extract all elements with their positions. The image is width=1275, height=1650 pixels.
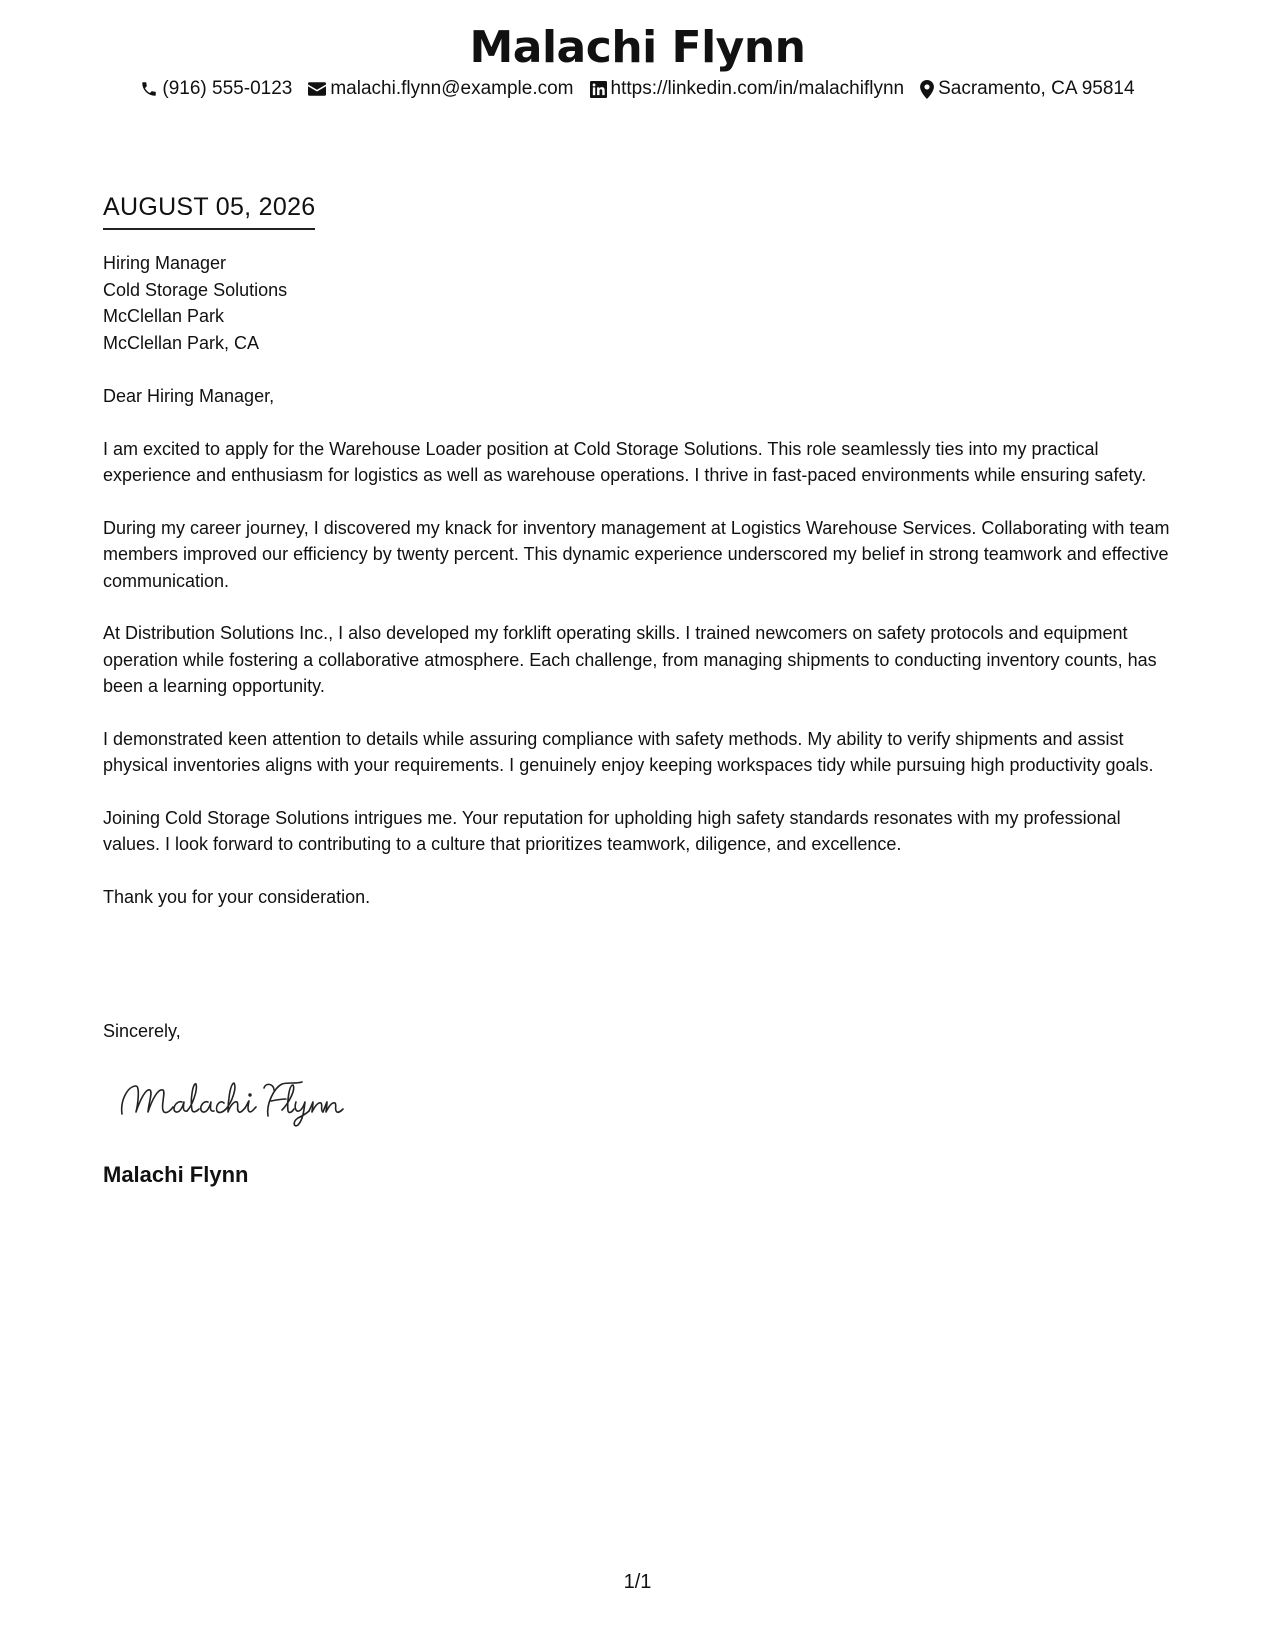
recipient-line: Hiring Manager — [103, 253, 227, 273]
body-paragraph: At Distribution Solutions Inc., I also developed my forklift operating skills. I trained newcomers on safety protocols and equipment operation while fostering a collaborative atmosphere. Each challenge, from managing shipments to conducting inventory counts, has been a learning opportunity. — [103, 623, 1157, 696]
contact-location — [920, 76, 1134, 102]
phone-text: (916) 555-0123 — [162, 78, 293, 99]
contact-email — [308, 76, 573, 102]
date-text: AUGUST 05, 2026 — [103, 190, 315, 230]
body-paragraph: Thank you for your consideration. — [103, 886, 371, 907]
linkedin-icon — [590, 81, 607, 98]
body-paragraph: Joining Cold Storage Solutions intrigues me. Your reputation for upholding high safety standards resonates with my professional values. I look forward to contributing to a culture that prioritizes teamwork, diligence, and excellence. — [103, 807, 1121, 854]
salutation: Dear Hiring Manager, — [103, 386, 275, 406]
applicant-name: Malachi Flynn — [469, 22, 806, 73]
body-paragraph: I am excited to apply for the Warehouse Loader position at Cold Storage Solutions. This role seamlessly ties into my practical experience and enthusiasm for logistics as well as warehouse operations. I thrive in fast-paced environments while ensuring safety. — [103, 438, 1147, 485]
linkedin-text: https://linkedin.com/in/malachiflynn — [610, 78, 905, 99]
recipient-line: McClellan Park — [103, 306, 225, 326]
letter-date — [103, 190, 315, 230]
contact-phone — [140, 76, 292, 102]
letter-body — [103, 383, 1178, 936]
location-text: Sacramento, CA 95814 — [938, 78, 1135, 99]
page-number: 1/1 — [623, 1571, 652, 1593]
signer-name: Malachi Flynn — [103, 1162, 249, 1187]
recipient-address — [103, 250, 287, 356]
contact-linkedin — [590, 76, 905, 102]
map-marker-icon — [920, 80, 934, 99]
signature-image — [116, 1070, 346, 1130]
closing: Sincerely, — [103, 1021, 181, 1041]
handwritten-signature — [116, 1070, 346, 1135]
body-paragraph: I demonstrated keen attention to details while assuring compliance with safety methods. My ability to verify shipments and assist physical inventories aligns with your requirements. I genuinely enjoy keeping workspaces tidy while pursuing high productivity goals. — [103, 728, 1154, 775]
recipient-line: Cold Storage Solutions — [103, 279, 288, 300]
contact-info-row — [0, 76, 1275, 102]
recipient-line: McClellan Park, CA — [103, 332, 260, 353]
phone-icon — [140, 80, 158, 98]
email-text: malachi.flynn@example.com — [330, 78, 574, 99]
body-paragraph: During my career journey, I discovered my knack for inventory management at Logistics Warehouse Services. Collaborating with team members improved our efficiency by twenty percent. This dynamic experience underscored my belief in strong teamwork and effective communication. — [103, 517, 1170, 591]
envelope-icon — [308, 81, 326, 97]
